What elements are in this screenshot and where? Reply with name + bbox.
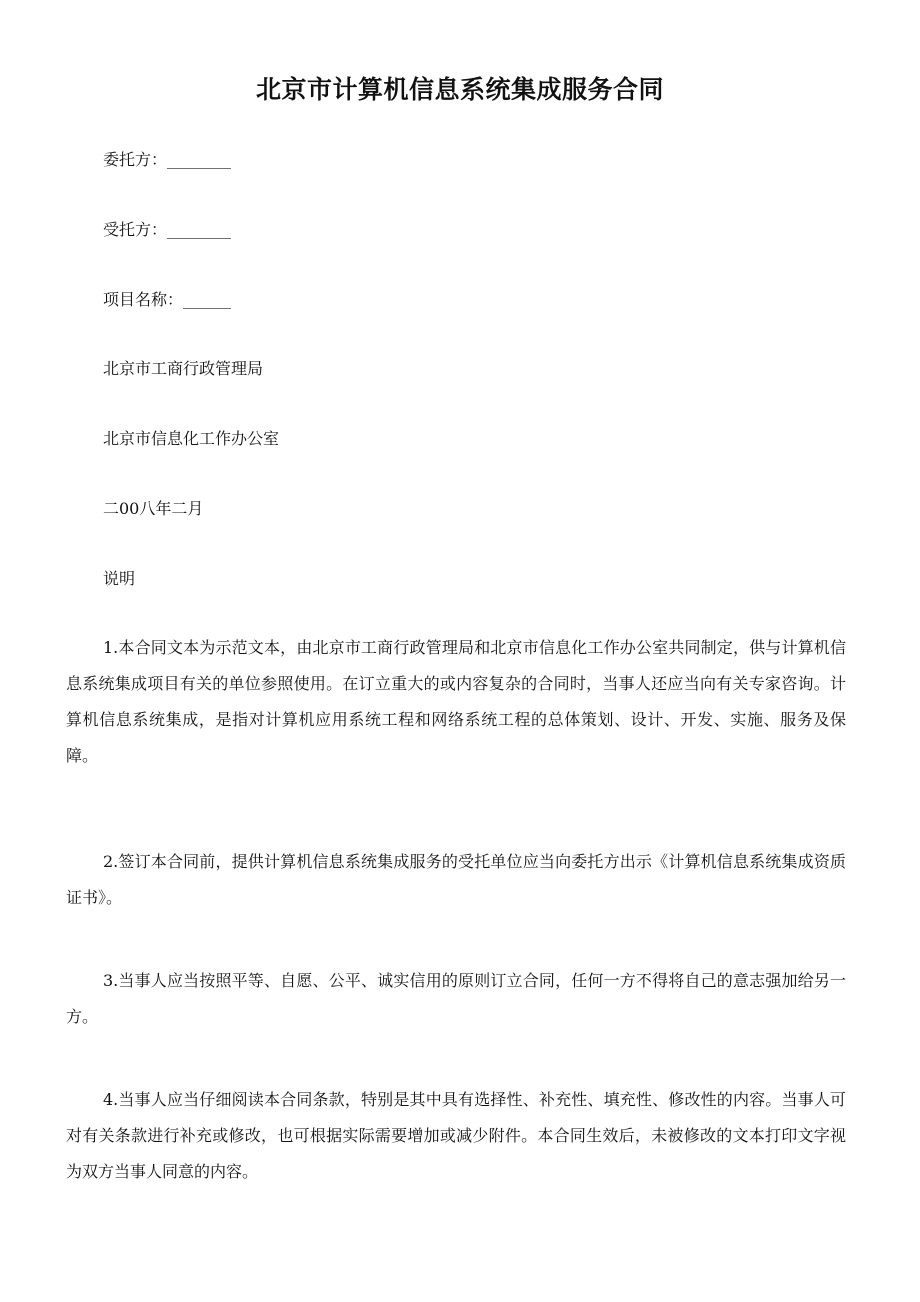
contractor-field: 受托方：________ xyxy=(103,220,232,239)
issue-date: 二00八年二月 xyxy=(103,499,204,518)
client-field: 委托方：________ xyxy=(103,150,232,169)
note-paragraph-1: 1.本合同文本为示范文本，由北京市工商行政管理局和北京市信息化工作办公室共同制定，供与计算机信息系统集成项目有关的单位参照使用。在订立重大的或内容复杂的合同时，当事人还应当向有关专家咨询。计算机信息系统集成，是指对计算机应用系统工程和网络系统工程的总体策划、设计、开发、实施、服务及保障。 xyxy=(66,638,846,765)
note-paragraph-2: 2.签订本合同前，提供计算机信息系统集成服务的受托单位应当向委托方出示《计算机信息系统集成资质证书》。 xyxy=(66,852,846,907)
note-paragraph-4: 4.当事人应当仔细阅读本合同条款，特别是其中具有选择性、补充性、填充性、修改性的内容。当事人可对有关条款进行补充或修改，也可根据实际需要增加或减少附件。本合同生效后，未被修改的文本打印文字视为双方当事人同意的内容。 xyxy=(66,1090,846,1181)
document-title: 北京市计算机信息系统集成服务合同 xyxy=(255,75,664,104)
note-paragraph-3: 3.当事人应当按照平等、自愿、公平、诚实信用的原则订立合同，任何一方不得将自己的意志强加给另一方。 xyxy=(66,971,846,1026)
project-name-field: 项目名称：______ xyxy=(103,290,232,309)
notes-heading: 说明 xyxy=(103,569,136,588)
issuer-informatization-office: 北京市信息化工作办公室 xyxy=(103,429,280,448)
issuer-industry-commerce: 北京市工商行政管理局 xyxy=(103,359,264,378)
